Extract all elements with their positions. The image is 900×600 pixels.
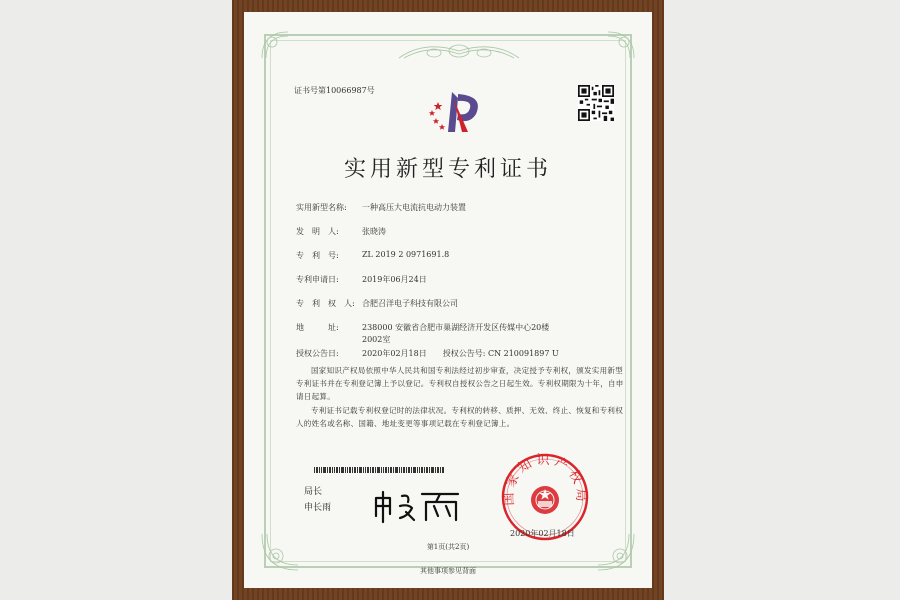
field-value: 一种高压大电流抗电动力装置 bbox=[362, 203, 466, 212]
field-label: 专 利 权 人: bbox=[296, 299, 355, 308]
svg-text:国家知识产权局: 国家知识产权局 bbox=[501, 453, 589, 506]
field-inventor bbox=[296, 226, 626, 237]
certificate-paper bbox=[244, 12, 652, 588]
field-label: 地 址: bbox=[296, 323, 339, 332]
certificate-title: 实用新型专利证书 bbox=[343, 157, 552, 182]
field-value: 2020年02月18日 授权公告号: CN 210091897 U bbox=[362, 349, 559, 358]
barcode-icon bbox=[314, 467, 444, 473]
qr-code-icon bbox=[578, 85, 614, 121]
signatory-role: 局长 bbox=[304, 487, 323, 497]
field-label: 授权公告日: bbox=[296, 349, 339, 358]
field-value: 张晓涛 bbox=[362, 227, 386, 236]
page-number: 第1页(共2页) bbox=[426, 543, 470, 551]
footnote: 其他事项参见背面 bbox=[420, 567, 476, 575]
field-value: 238000 安徽省合肥市巢湖经济开发区传媒中心20楼2002室 bbox=[362, 323, 550, 344]
field-grant-date bbox=[296, 348, 626, 359]
field-value: 合肥召洋电子科技有限公司 bbox=[362, 299, 458, 308]
field-label: 实用新型名称: bbox=[296, 203, 347, 212]
field-patentee bbox=[296, 298, 626, 309]
top-ornament bbox=[394, 40, 524, 62]
field-utility-model-name bbox=[296, 202, 626, 213]
field-application-date bbox=[296, 274, 626, 285]
field-value: 2019年06月24日 bbox=[362, 275, 427, 284]
seal-date: 2020年02月18日 bbox=[510, 529, 575, 538]
field-label: 发 明 人: bbox=[296, 227, 339, 236]
certificate-paragraph-2: 专利证书记载专利权登记时的法律状况。专利权的转移、质押、无效、终止、恢复和专利权人的姓名或名称、国籍、地址变更等事项记载在专利登记簿上。 bbox=[296, 406, 623, 428]
field-value: ZL 2019 2 0971691.8 bbox=[362, 250, 450, 259]
picture-frame bbox=[232, 0, 664, 600]
field-label: 专 利 号: bbox=[296, 251, 339, 260]
corner-ornament-top-left bbox=[260, 30, 290, 60]
field-patent-number bbox=[296, 250, 626, 261]
certificate-paragraph-1: 国家知识产权局依照中华人民共和国专利法经过初步审查，决定授予专利权，颁发实用新型专利证书并在专利登记簿上予以登记。专利权自授权公告之日起生效。专利权期限为十年，自申请日起算。 bbox=[296, 366, 624, 401]
field-label: 专利申请日: bbox=[296, 275, 339, 284]
certificate-number: 证书号第10066987号 bbox=[294, 86, 375, 95]
corner-ornament-top-right bbox=[606, 30, 636, 60]
patent-emblem-icon bbox=[424, 86, 494, 134]
handwritten-signature bbox=[372, 490, 462, 524]
signatory-name: 申长雨 bbox=[304, 503, 332, 513]
field-address bbox=[296, 322, 626, 346]
